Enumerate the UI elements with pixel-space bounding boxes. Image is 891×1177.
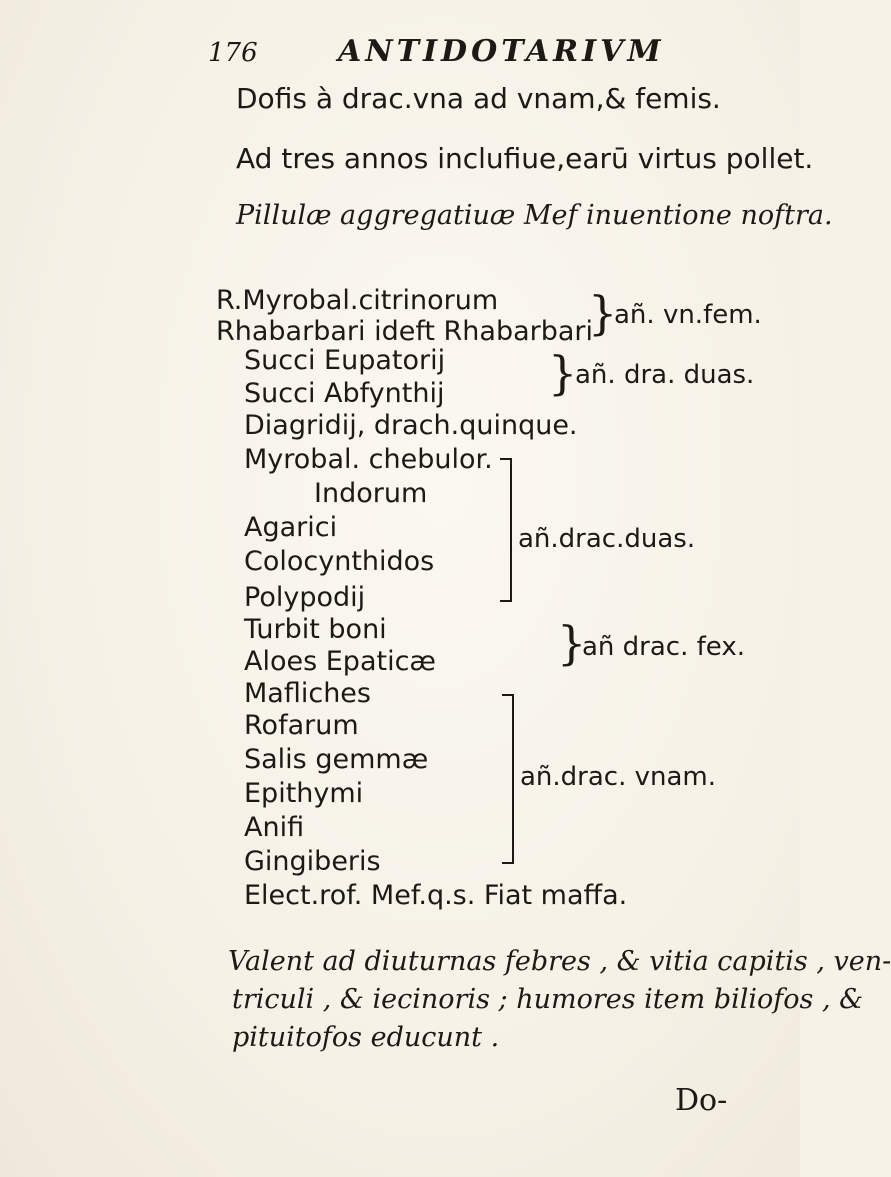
ingredient: R.Myrobal.citrinorum <box>216 285 499 316</box>
ingredient: Epithymi <box>244 778 364 809</box>
running-title: ANTIDOTARIVM <box>338 34 665 69</box>
note-line: Valent ad diuturnas febres , & vitia capitis , ven- <box>228 946 891 977</box>
dose: añ. dra. duas. <box>575 360 755 390</box>
brace-icon: } <box>588 286 618 340</box>
bracket-icon <box>502 694 514 864</box>
recipe-title: Pillulæ aggregatiuæ Mef inuentione noftra. <box>236 200 833 231</box>
brace-icon: } <box>548 346 578 400</box>
ingredient: Rofarum <box>244 710 359 741</box>
ingredient: Succi Eupatorij <box>244 345 446 376</box>
note-line: pituitofos educunt . <box>232 1022 500 1053</box>
bracket-icon <box>500 458 512 602</box>
ingredient: Succi Abfynthij <box>244 378 445 409</box>
ingredient: Mafliches <box>244 678 371 709</box>
catchword: Do- <box>675 1083 728 1118</box>
ingredient: Myrobal. chebulor. <box>244 444 493 475</box>
ingredient: Diagridij, drach.quinque. <box>244 410 578 441</box>
brace-icon: } <box>557 616 587 670</box>
ingredient: Anifi <box>244 812 305 843</box>
ingredient: Salis gemmæ <box>244 744 429 775</box>
ingredient: Colocynthidos <box>244 546 435 577</box>
ingredient: Rhabarbari ideft Rhabarbari <box>216 316 594 347</box>
ingredient: Turbit boni <box>244 614 387 645</box>
ingredient: Polypodij <box>244 582 366 613</box>
ingredient: Gingiberis <box>244 846 381 877</box>
note-line: triculi , & iecinoris ; humores item biliofos , & <box>232 984 864 1015</box>
dose: añ. vn.fem. <box>614 300 762 330</box>
ingredient: Aloes Epaticæ <box>244 646 436 677</box>
closing-line: Elect.rof. Mef.q.s. Fiat maffa. <box>244 880 628 911</box>
virtue-line: Ad tres annos inclufiue,earū virtus pollet. <box>236 142 814 175</box>
dose-line: Dofis à drac.vna ad vnam,& femis. <box>236 82 721 115</box>
dose: añ drac. fex. <box>582 632 745 662</box>
ingredient: Indorum <box>314 478 428 509</box>
page-number: 176 <box>208 38 258 68</box>
dose: añ.drac. vnam. <box>520 762 717 792</box>
dose: añ.drac.duas. <box>518 524 696 554</box>
ingredient: Agarici <box>244 512 338 543</box>
